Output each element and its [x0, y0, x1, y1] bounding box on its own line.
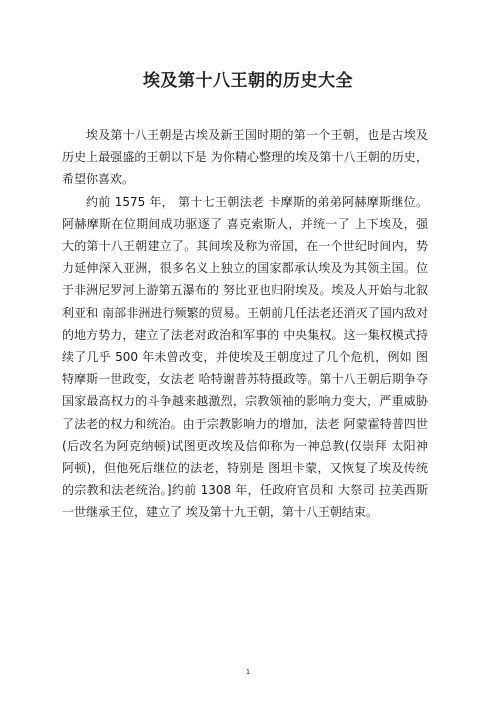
page-title: 埃及第十八王朝的历史大全 — [143, 71, 353, 91]
document-body — [62, 124, 428, 524]
paragraph-history: 约前 1575 年， 第十七王朝法老 卡摩斯的弟弟阿赫摩斯继位。阿赫摩斯在位期间成功驱逐了 喜克索斯人，并统一了 上下埃及，强大的第十八王朝建立了。其间埃及称为帝国，在一个世纪时间内，势力延伸深入亚洲，很多名义上独立的国家都承认埃及为其领主国。位于非洲尼罗河上游第五瀑布的 努比亚也归附埃及。埃及人开始与北叙利亚和 南部非洲进行频繁的贸易。王朝前几任法老还消灭了国内敌对的地方势力，建立了法老对政治和军事的 中央集权。这一集权模式持续了几乎 500 年未曾改变，并使埃及王朝度过了几个危机，例如 图特摩斯一世政变，女法老 哈特谢普苏特摄政等。第十八王朝后期争夺国家最高权力的斗争越来越激烈，宗教领袖的影响力变大，严重威胁了法老的权力和统治。由于宗教影响力的增加，法老 阿蒙霍特普四世(后改名为阿克纳顿)试图更改埃及信仰称为一神总教(仅崇拜 太阳神 阿顿)，但他死后继位的法老，特别是 图坦卡蒙，又恢复了埃及传统的宗教和法老统治。]约前 1308 年，任政府官员和 大祭司 拉美西斯一世继承王位，建立了 埃及第十九王朝，第十八王朝结束。 — [62, 194, 428, 520]
page-number: 1 — [245, 668, 251, 676]
paragraph-intro: 埃及第十八王朝是古埃及新王国时期的第一个王朝，也是古埃及历史上最强盛的王朝以下是 为你精心整理的埃及第十八王朝的历史，希望你喜欢。 — [62, 128, 428, 187]
